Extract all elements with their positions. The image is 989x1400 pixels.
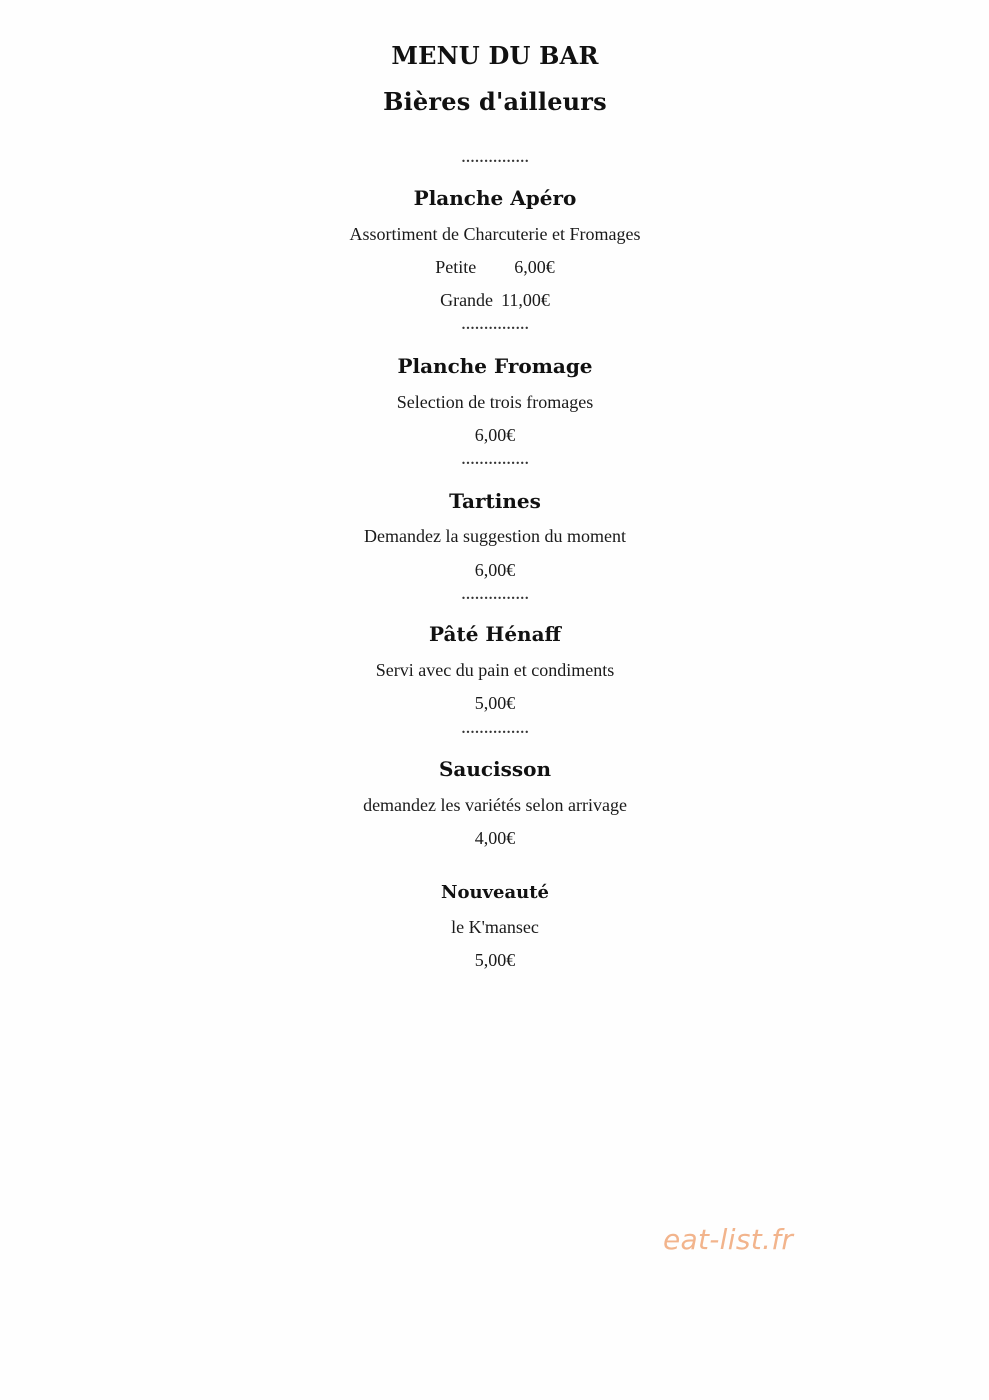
menu-column [245,0,745,1000]
item-name-nouveaute: Nouveauté [441,882,549,903]
watermark-text: eat-list.fr [663,1223,794,1256]
item-name-planche-apero: Planche Apéro [413,186,577,210]
item-price-pate-henaff: 5,00€ [474,693,516,713]
item-price-planche-fromage: 6,00€ [474,425,516,445]
item-price-tartines: 6,00€ [474,560,516,580]
separator: ••••••••••••••• [461,324,529,333]
item-description-planche-apero: Assortiment de Charcuterie et Fromages [349,224,641,244]
item-description-planche-fromage: Selection de trois fromages [396,392,594,412]
separator: ••••••••••••••• [461,157,529,166]
item-name-pate-henaff: Pâté Hénaff [429,622,561,646]
item-name-tartines: Tartines [449,489,541,513]
item-description-saucisson: demandez les variétés selon arrivage [363,795,627,815]
price-value-petite: 6,00€ [514,257,555,277]
menu-subtitle: Bières d'ailleurs [383,87,607,116]
item-price-saucisson: 4,00€ [474,828,516,848]
item-price-nouveaute: 5,00€ [474,950,516,970]
separator: ••••••••••••••• [461,594,529,603]
price-value-grande: 11,00€ [501,290,550,310]
separator: ••••••••••••••• [461,728,529,737]
item-description-pate-henaff: Servi avec du pain et condiments [375,660,615,680]
price-label-grande: Grande [440,290,494,310]
price-label-petite: Petite [435,257,477,277]
separator: ••••••••••••••• [461,459,529,468]
item-name-planche-fromage: Planche Fromage [397,354,593,378]
price-row-grande [245,291,745,309]
item-description-nouveaute: le K'mansec [451,917,539,937]
item-description-tartines: Demandez la suggestion du moment [364,526,626,546]
item-name-saucisson: Saucisson [438,757,552,781]
menu-title: MENU DU BAR [391,41,599,70]
price-row-petite [245,258,745,276]
